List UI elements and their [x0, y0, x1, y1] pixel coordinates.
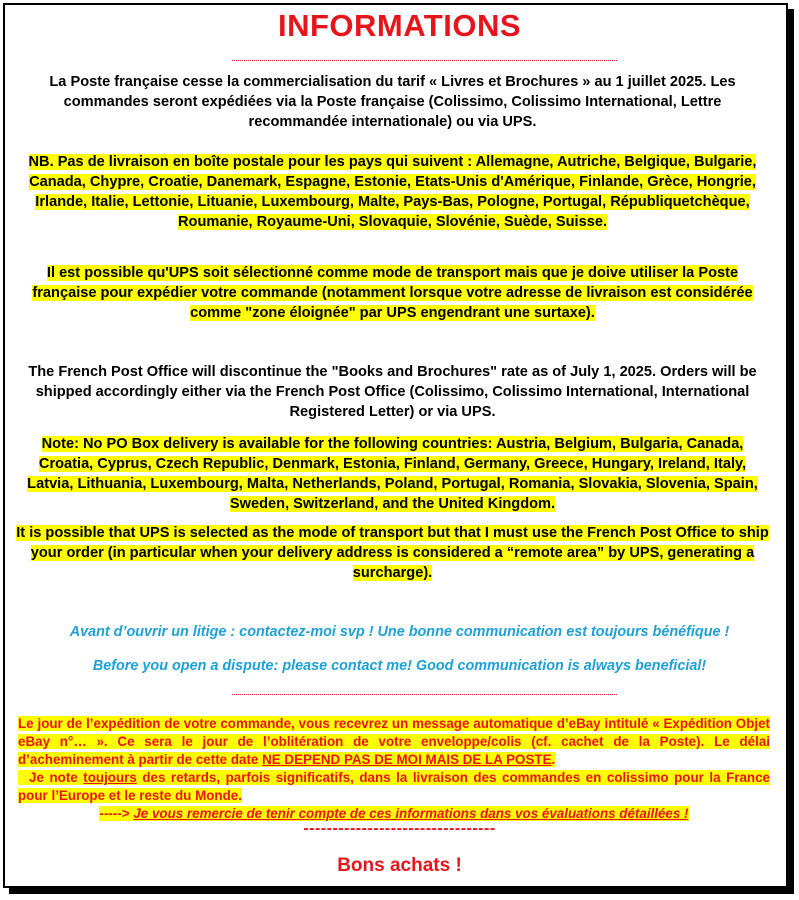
divider-top [232, 60, 617, 61]
fr-intro-paragraph: La Poste française cesse la commercialisation du tarif « Livres et Brochures » au 1 juillet 2025. Les commandes seront expédiées via la Poste française (Colissimo, Colissimo International, Lettre recommandée internationale) ou via UPS. [49, 74, 736, 130]
en-note-text: Note: No PO Box delivery is available for the following countries: Austria, Belgium, Bulgaria, Canada, Croatia, Cyprus, Czech Republic, Denmark, Estonia, Finland, Germany, Greece, Hungary, Ireland, Italy, Latvia, Lithuania, Luxembourg, Malta, Netherlands, Poland, Portugal, Romania, Slovakia, Slovenia, Spain, Sweden, Switzerland, and the United Kingdom. [27, 436, 758, 512]
la-poste-emphasis: NE DEPEND PAS DE MOI MAIS DE LA POSTE [262, 752, 552, 767]
fr-nb-paragraph [14, 152, 771, 232]
dispute-en: Before you open a dispute: please contact me! Good communication is always beneficial! [92, 658, 707, 674]
separator-line: --------------------------------- [303, 820, 496, 837]
en-ups-paragraph [14, 523, 771, 583]
en-intro-paragraph: The French Post Office will discontinue the "Books and Brochures" rate as of July 1, 2025. Orders will be shipped accordingly either via the French Post Office (Colissimo, Colissimo International, International Registered Letter) or via UPS. [28, 364, 757, 420]
toujours-emphasis: toujours [83, 770, 137, 785]
closing-text: Bons achats ! [337, 855, 462, 876]
shipping-notice [18, 715, 770, 823]
en-note-paragraph [14, 434, 771, 514]
fr-ups-paragraph [14, 263, 771, 323]
divider-middle [232, 694, 617, 695]
thanks-text: Je vous remercie de tenir compte de ces informations dans vos évaluations détaillées ! [133, 806, 689, 821]
shipping-p2: Je note toujours des retards, parfois significatifs, dans la livraison des commandes en colissimo pour la France pour l’Europe et le reste du Monde. [18, 770, 770, 803]
en-ups-text: It is possible that UPS is selected as the mode of transport but that I must use the French Post Office to ship your order (in particular when your delivery address is considered a “remote area” by UPS, generating a surcharge). [16, 525, 769, 581]
dispute-fr: Avant d’ouvrir un litige : contactez-moi svp ! Une bonne communication est toujours bénéfique ! [69, 624, 730, 640]
fr-ups-text: Il est possible qu'UPS soit sélectionné comme mode de transport mais que je doive utiliser la Poste française pour expédier votre commande (notamment lorsque votre adresse de livraison est considérée comme "zone éloignée" par UPS engendrant une surtaxe). [32, 265, 753, 321]
thanks-line: -----> Je vous remercie de tenir compte de ces informations dans vos évaluations détaillées ! [99, 806, 689, 821]
shipping-p1: Le jour de l’expédition de votre commande, vous recevrez un message automatique d’eBay intitulé « Expédition Objet eBay n°… ». Ce sera le jour de l’oblitération de votre enveloppe/colis (cf. cachet de la Poste). Le délai d’acheminement à partir de cette date NE DEPEND PAS DE MOI MAIS DE LA POSTE. [18, 716, 770, 767]
fr-nb-text: NB. Pas de livraison en boîte postale pour les pays qui suivent : Allemagne, Autriche, Belgique, Bulgarie, Canada, Chypre, Croatie, Danemark, Espagne, Estonie, Etats-Unis d'Amérique, Finlande, Grèce, Hongrie, Irlande, Italie, Lettonie, Lituanie, Luxembourg, Malte, Pays-Bas, Pologne, Portugal, Républiquetchèque, Roumanie, Royaume-Uni, Slovaquie, Slovénie, Suède, Suisse. [28, 154, 757, 230]
page-title: INFORMATIONS [277, 8, 522, 43]
